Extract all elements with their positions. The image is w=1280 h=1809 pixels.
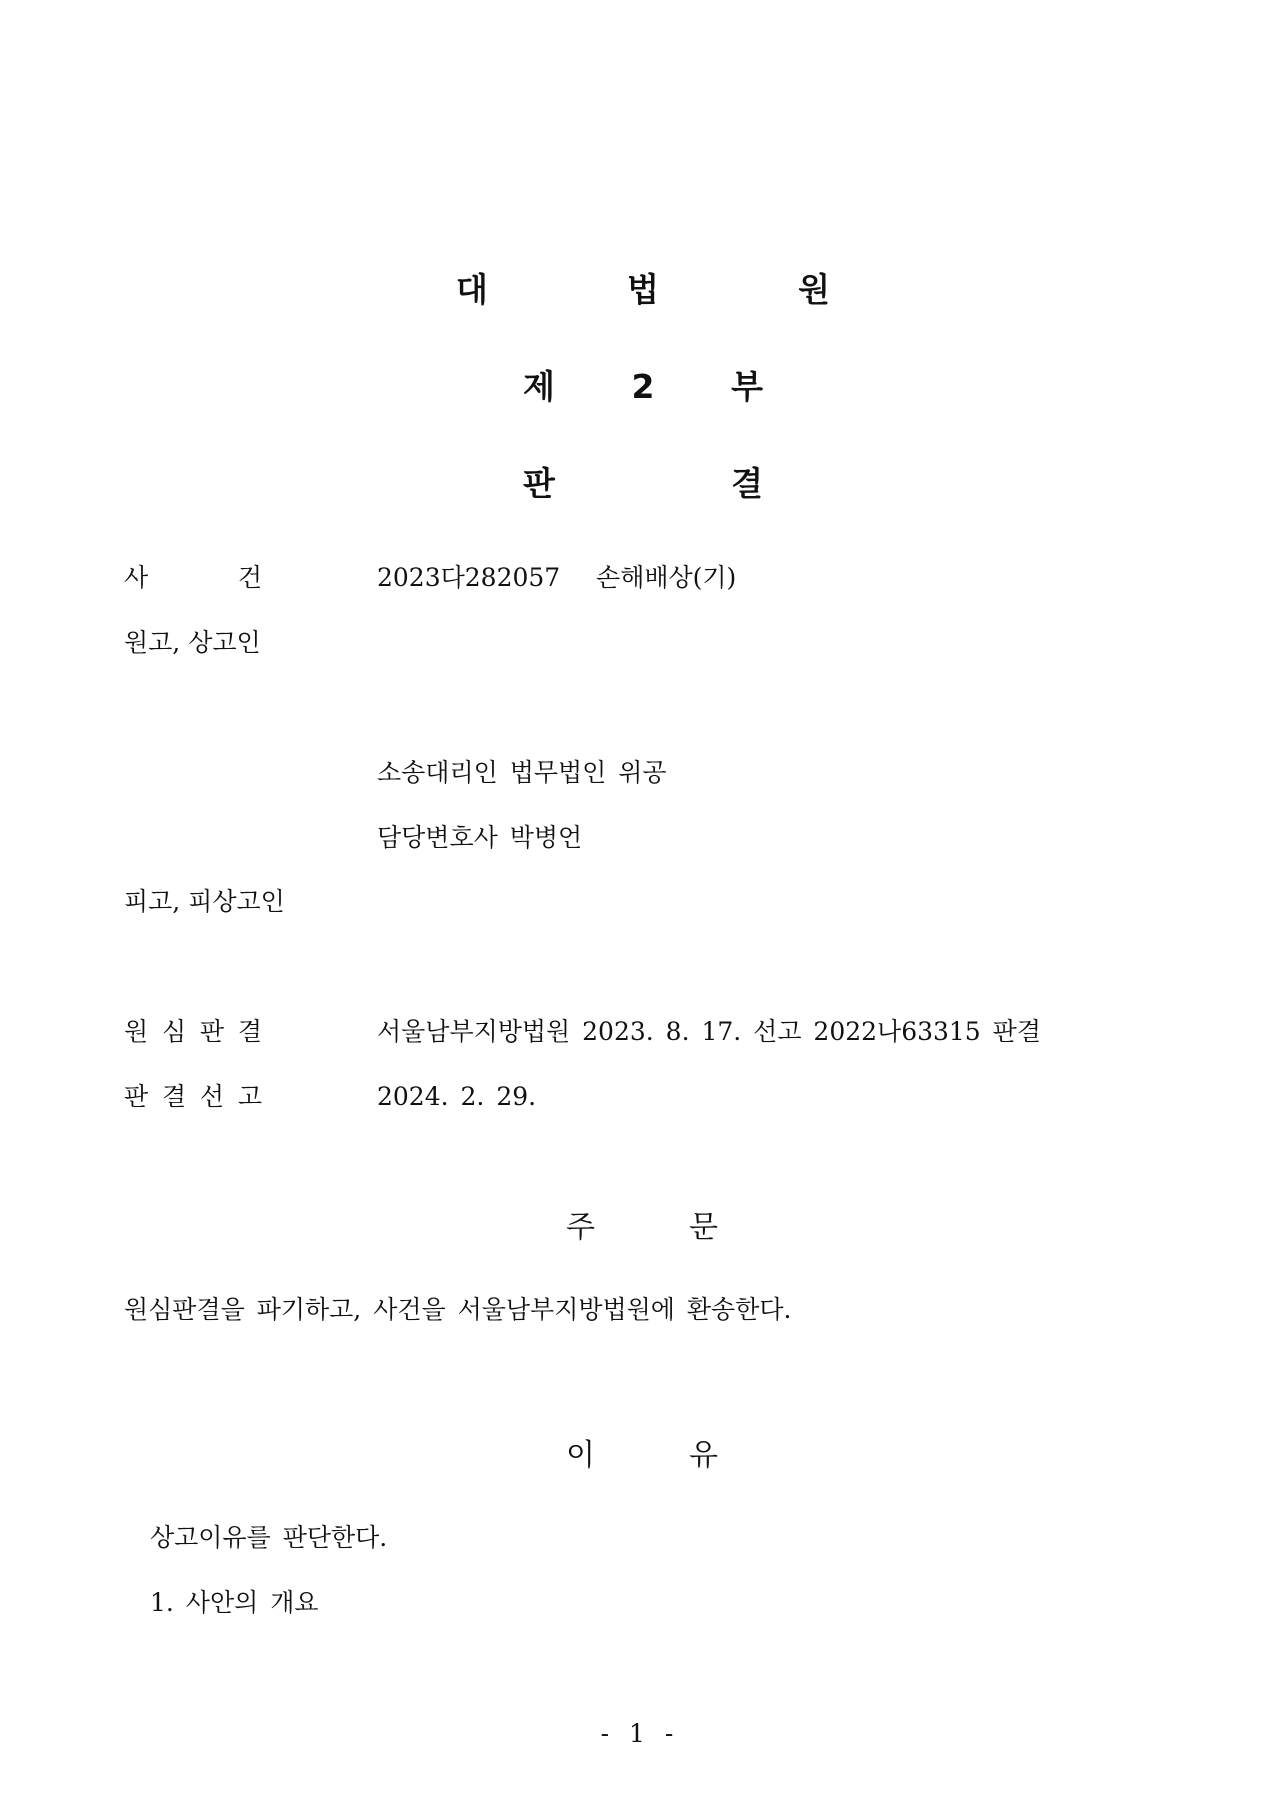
- court-char: 대: [456, 270, 488, 309]
- judgment-date-value: 2024. 2. 29.: [377, 1082, 537, 1111]
- court-name-heading: [456, 270, 830, 310]
- case-label: 사 건: [124, 563, 262, 592]
- case-number: 2023다282057 손해배상(기): [377, 563, 737, 592]
- judgment-date-label: 판 결 선 고: [124, 1082, 262, 1111]
- order-text: 원심판결을 파기하고, 사건을 서울남부지방법원에 환송한다.: [124, 1295, 792, 1324]
- doc-type-char: 결: [731, 464, 763, 503]
- reason-intro: 상고이유를 판단한다.: [150, 1523, 388, 1552]
- court-char: 법: [627, 270, 659, 309]
- reason-heading: 이 유: [566, 1438, 718, 1473]
- counsel-firm: 소송대리인 법무법인 위공: [377, 758, 667, 787]
- doc-type-char: 판: [523, 464, 555, 503]
- court-char: 원: [798, 270, 830, 309]
- counsel-attorney: 담당변호사 박병언: [377, 823, 583, 852]
- page-number: - 1 -: [600, 1719, 680, 1748]
- original-judgment-value: 서울남부지방법원 2023. 8. 17. 선고 2022나63315 판결: [377, 1017, 1041, 1046]
- order-heading: 주 문: [566, 1210, 718, 1245]
- section-1-heading: 1. 사안의 개요: [150, 1588, 319, 1617]
- plaintiff-label: 원고, 상고인: [124, 628, 261, 657]
- division-char: 2: [631, 367, 655, 406]
- division-char: 부: [731, 367, 763, 406]
- original-judgment-label: 원 심 판 결: [124, 1017, 262, 1046]
- division-char: 제: [523, 367, 555, 406]
- document-type-heading: [523, 464, 763, 504]
- division-heading: [523, 367, 763, 407]
- defendant-label: 피고, 피상고인: [124, 887, 285, 916]
